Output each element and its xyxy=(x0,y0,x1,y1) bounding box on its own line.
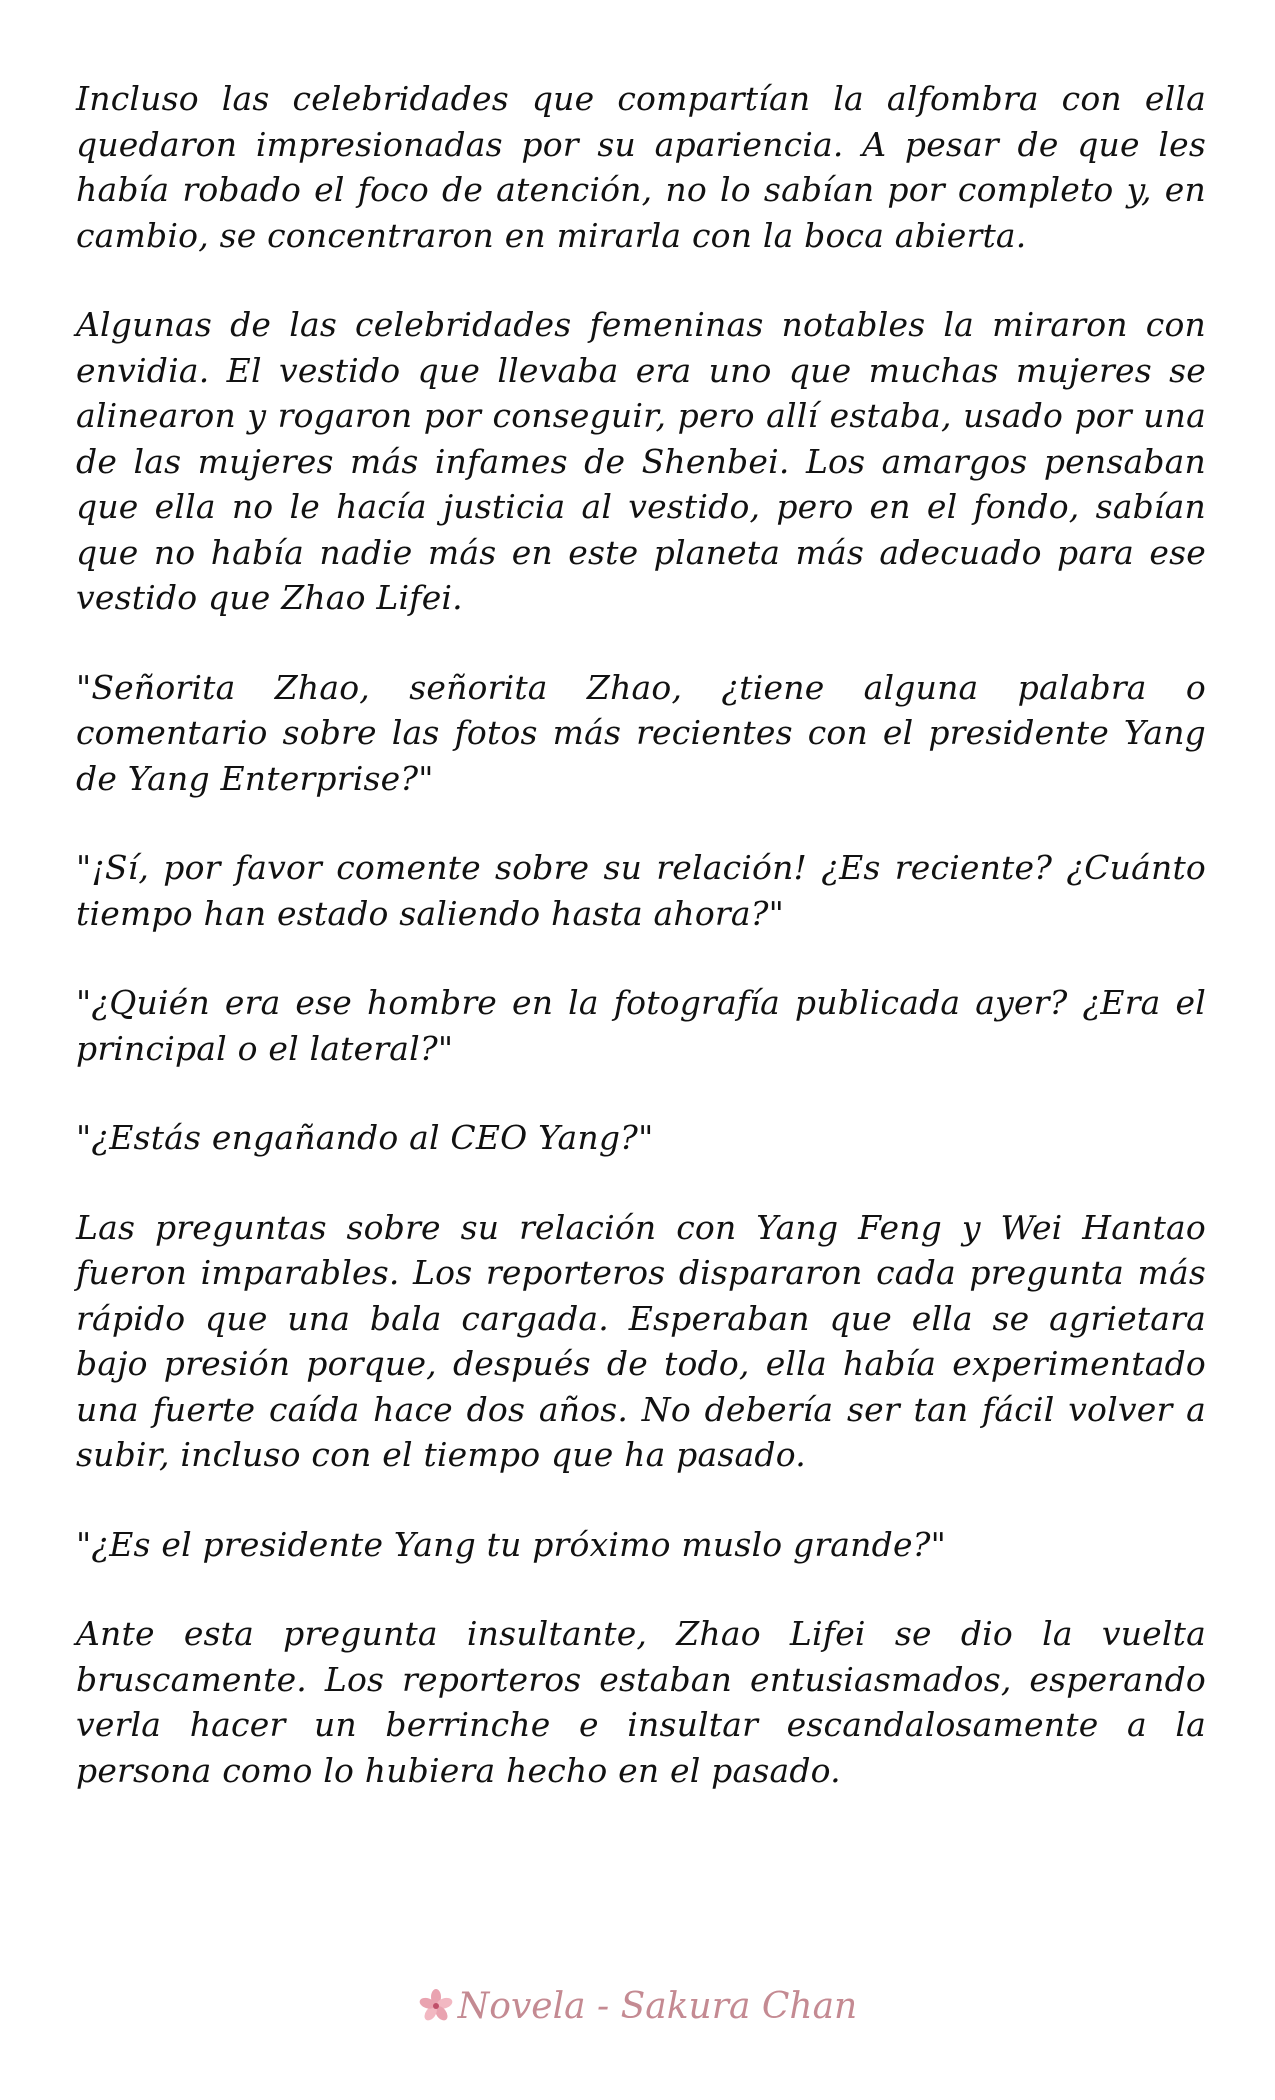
paragraph-1: Incluso las celebridades que compartían la alfombra con ella quedaron impresionadas por su apariencia. A pesar de que les había robado el foco de atención, no lo sabían por completo y, en cambio, se concentraron en mirarla con la boca abierta. xyxy=(76,79,1206,255)
paragraph-2: Algunas de las celebridades femeninas notables la miraron con envidia. El vestido que llevaba era uno que muchas mujeres se alinearon y rogaron por conseguir, pero allí estaba, usado por una de las mujeres más infames de Shenbei. Los amargos pensaban que ella no le hacía justicia al vestido, pero en el fondo, sabían que no había nadie más en este planeta más adecuado para ese vestido que Zhao Lifei. xyxy=(76,305,1206,617)
document-body xyxy=(76,76,1206,1837)
paragraph-5: "¿Quién era ese hombre en la fotografía publicada ayer? ¿Era el principal o el lateral?" xyxy=(76,983,1206,1068)
paragraph-4: "¡Sí, por favor comente sobre su relación! ¿Es reciente? ¿Cuánto tiempo han estado saliendo hasta ahora?" xyxy=(76,848,1206,933)
paragraph-8: "¿Es el presidente Yang tu próximo muslo grande?" xyxy=(76,1524,946,1564)
watermark-footer xyxy=(0,1985,1275,2029)
paragraph-3: "Señorita Zhao, señorita Zhao, ¿tiene alguna palabra o comentario sobre las fotos más recientes con el presidente Yang de Yang Enterprise?" xyxy=(76,667,1206,798)
paragraph-9: Ante esta pregunta insultante, Zhao Lifei se dio la vuelta bruscamente. Los reporteros estaban entusiasmados, esperando verla hacer un berrinche e insultar escandalosamente a la persona como lo hubiera hecho en el pasado. xyxy=(76,1614,1206,1790)
paragraph-6: "¿Estás engañando al CEO Yang?" xyxy=(76,1118,654,1157)
paragraph-7: Las preguntas sobre su relación con Yang Feng y Wei Hantao fueron imparables. Los reporteros dispararon cada pregunta más rápido que una bala cargada. Esperaban que ella se agrietara bajo presión porque, después de todo, ella había experimentado una fuerte caída hace dos años. No debería ser tan fácil volver a subir, incluso con el tiempo que ha pasado. xyxy=(76,1207,1206,1474)
sakura-flower-icon xyxy=(418,1988,454,2024)
watermark-text: Novela - Sakura Chan xyxy=(457,1986,858,2027)
